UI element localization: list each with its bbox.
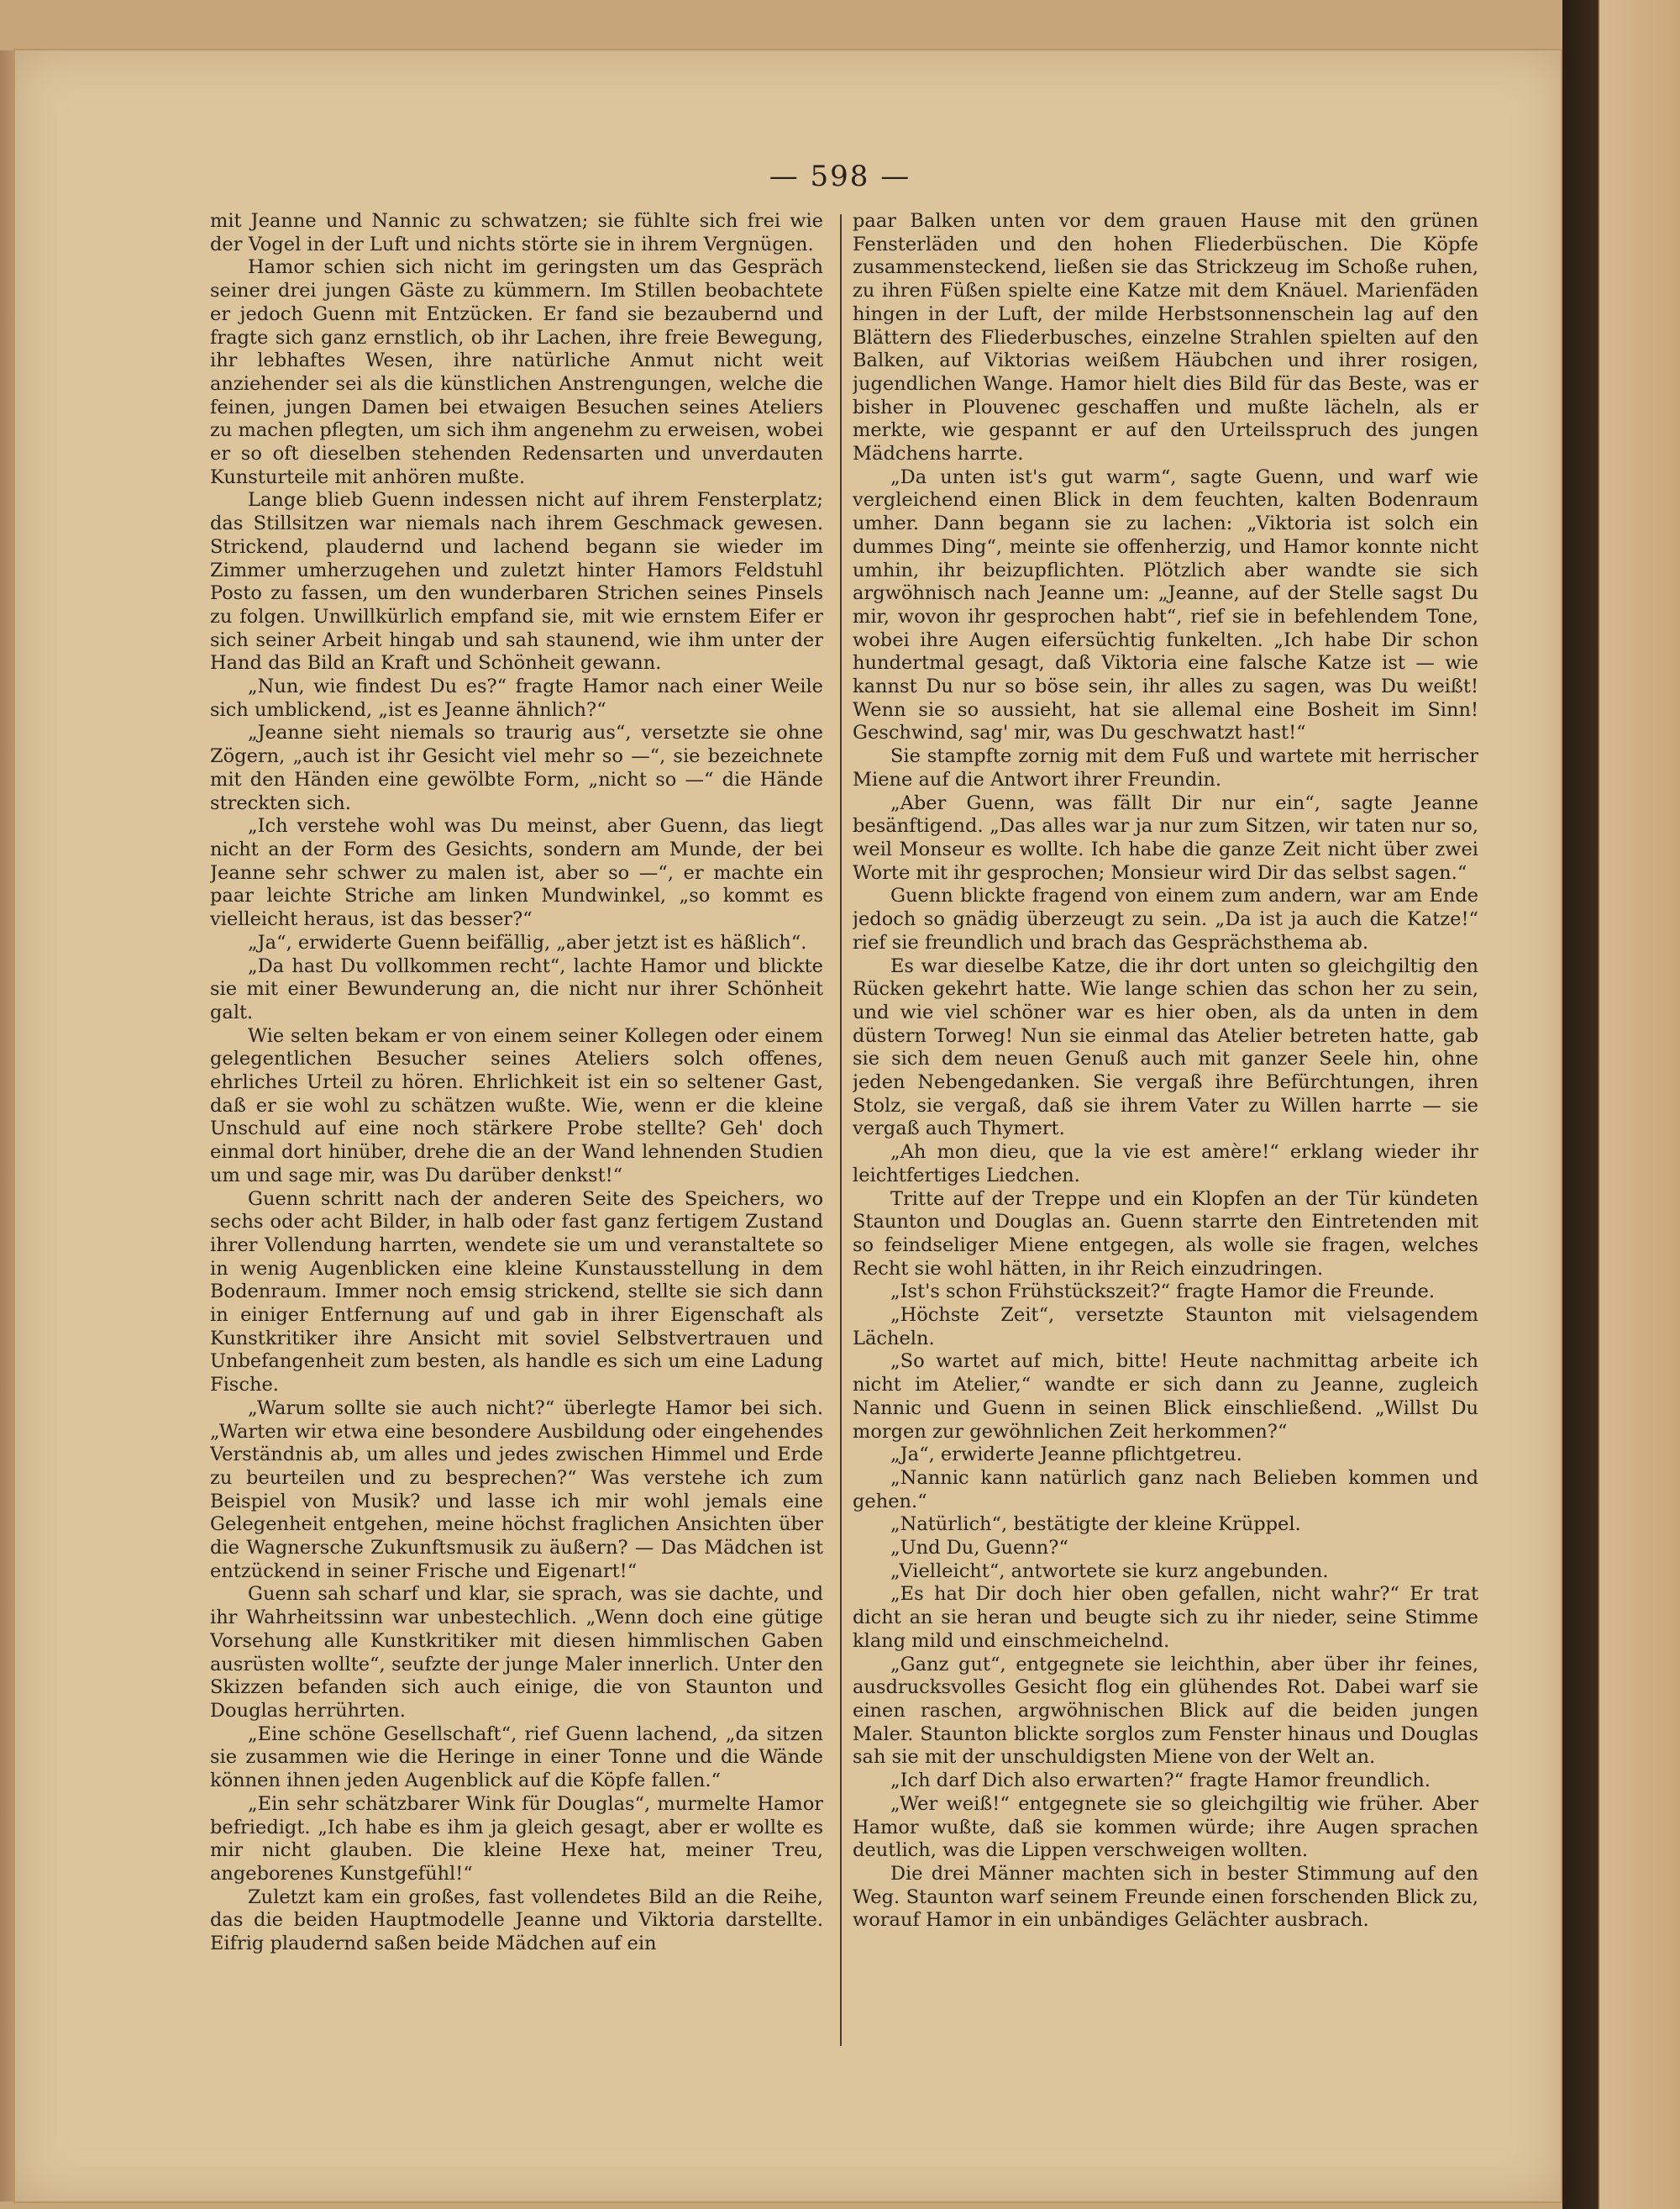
paragraph: „Ich darf Dich also erwarten?“ fragte Hamor freundlich. (890, 1770, 1431, 1792)
paragraph: „Ein sehr schätzbarer Wink für Douglas“, murmelte Hamor befriedigt. „Ich habe es ihm ja gleich gesagt, aber er wollte es mir nicht glauben. Die kleine Hexe hat, meiner Treu, angeborenes Kunstgefühl!“ (210, 1792, 823, 1885)
paragraph: Guenn schritt nach der anderen Seite des Speichers, wo sechs oder acht Bilder, in halb oder fast ganz fertigem Zustand ihrer Vollendung harrten, wendete sie um und veranstaltete so in wenig Augenblicken eine kleine Kunstausstellung in dem Bodenraum. Immer noch emsig strickend, stellte sie sich dann in einiger Entfernung auf und gab in ihrer Eigenschaft als Kunstkritiker ihre Ansicht mit soviel Selbstvertrauen und Unbefangenheit zum besten, als handle es sich um eine Ladung Fische. (210, 1187, 823, 1396)
paragraph: Sie stampfte zornig mit dem Fuß und wartete mit herrischer Miene auf die Antwort ihrer Freundin. (853, 745, 1478, 791)
paragraph: „Und Du, Guenn?“ (890, 1537, 1068, 1559)
paragraph: Wie selten bekam er von einem seiner Kollegen oder einem gelegentlichen Besucher seines Ateliers solch offenes, ehrliches Urteil zu hören. Ehrlichkeit ist ein so seltener Gast, daß er sie wohl zu schätzen wußte. Wie, wenn er die kleine Unschuld auf eine noch stärkere Probe stellte? Geh' doch einmal dort hinüber, drehe die an der Wand lehnenden Studien um und sage mir, was Du darüber denkst!“ (210, 1024, 823, 1186)
page-number: — 598 — (769, 160, 911, 193)
paragraph: „Ich verstehe wohl was Du meinst, aber Guenn, das liegt nicht an der Form des Gesichts, sondern am Munde, der bei Jeanne sehr schwer zu malen ist, aber so —“, er machte ein paar leichte Striche am linken Mundwinkel, „so kommt es vielleicht heraus, ist das besser?“ (210, 815, 823, 931)
paragraph: „Nannic kann natürlich ganz nach Belieben kommen und gehen.“ (853, 1466, 1478, 1512)
paragraph: Tritte auf der Treppe und ein Klopfen an der Tür kündeten Staunton und Douglas an. Guenn starrte den Eintretenden mit so feindseliger Miene entgegen, als wolle sie fragen, welches Recht sie wohl hätten, in ihr Reich einzudringen. (853, 1187, 1478, 1280)
paragraph: „Ja“, erwiderte Jeanne pflichtgetreu. (890, 1444, 1242, 1466)
paragraph: Zuletzt kam ein großes, fast vollendetes Bild an die Reihe, das die beiden Hauptmodelle Jeanne und Viktoria darstellte. Eifrig plaudernd saßen beide Mädchen auf ein (210, 1886, 823, 1955)
paragraph: „Höchste Zeit“, versetzte Staunton mit vielsagendem Lächeln. (853, 1304, 1478, 1349)
paragraph: Hamor schien sich nicht im geringsten um das Gespräch seiner drei jungen Gäste zu kümmern. Im Stillen beobachtete er jedoch Guenn mit Entzücken. Er fand sie bezaubernd und fragte sich ganz ernstlich, ob ihr Lachen, ihre freie Bewegung, ihr lebhaftes Wesen, ihre natürliche Anmut nicht weit anziehender sei als die künstlichen Anstrengungen, welche die feinen, jungen Damen bei etwaigen Besuchen seines Ateliers zu machen pflegten, um sich ihm angenehm zu erweisen, wobei er so oft dieselben stehenden Redensarten und unverdauten Kunsturteile mit anhören mußte. (210, 256, 823, 488)
paragraph: „Jeanne sieht niemals so traurig aus“, versetzte sie ohne Zögern, „auch ist ihr Gesicht viel mehr so —“, sie bezeichnete mit den Händen eine gewölbte Form, „nicht so —“ die Hände streckten sich. (210, 722, 823, 814)
book-binding (1562, 0, 1680, 2209)
paragraph: Guenn blickte fragend von einem zum andern, war am Ende jedoch so gnädig überzeugt zu sein. „Da ist ja auch die Katze!“ rief sie freundlich und brach das Gesprächsthema ab. (853, 885, 1478, 954)
paragraph: „Nun, wie findest Du es?“ fragte Hamor nach einer Weile sich umblickend, „ist es Jeanne ähnlich?“ (210, 676, 823, 721)
paragraph: „Aber Guenn, was fällt Dir nur ein“, sagte Jeanne besänftigend. „Das alles war ja nur zum Sitzen, wir taten nur so, weil Monseur es wollte. Ich habe die ganze Zeit nicht über zwei Worte mit ihr gesprochen; Monsieur wird Dir das selbst sagen.“ (853, 792, 1478, 884)
paragraph: „Warum sollte sie auch nicht?“ überlegte Hamor bei sich. „Warten wir etwa eine besondere Ausbildung oder eingehendes Verständnis ab, um alles und jedes zwischen Himmel und Erde zu beurteilen und zu besprechen?“ Was verstehe ich zum Beispiel von Musik? und lasse ich mir wohl jemals eine Gelegenheit entgehen, meine höchst fraglichen Ansichten über die Wagnersche Zukunftsmusik zu äußern? — Das Mädchen ist entzückend in seiner Frische und Eigenart!“ (210, 1396, 823, 1582)
right-column (853, 210, 1478, 2067)
paragraph: Es war dieselbe Katze, die ihr dort unten so gleichgiltig den Rücken gekehrt hatte. Wie lange schien das schon her zu sein, und wie viel schöner war es hier oben, als da unten in dem düstern Torweg! Nun sie einmal das Atelier betreten hatte, gab sie sich dem neuen Genuß auch mit ganzer Seele hin, ohne jeden Nebengedanken. Sie vergaß ihre Befürchtungen, ihren Stolz, sie vergaß, daß sie ihrem Vater zu Willen harrte — sie vergaß auch Thymert. (853, 955, 1478, 1140)
paragraph: „Ganz gut“, entgegnete sie leichthin, aber über ihr feines, ausdrucksvolles Gesicht flog ein glühendes Rot. Dabei warf sie einen raschen, argwöhnischen Blick auf die beiden jungen Maler. Staunton blickte sorglos zum Fenster hinaus und Douglas sah sie mit der unschuldigsten Miene von der Welt an. (853, 1653, 1478, 1769)
paragraph: „Eine schöne Gesellschaft“, rief Guenn lachend, „da sitzen sie zusammen wie die Heringe in einer Tonne und die Wände können ihnen jeden Augenblick auf die Köpfe fallen.“ (210, 1722, 823, 1792)
paragraph: „Ist's schon Frühstückszeit?“ fragte Hamor die Freunde. (890, 1281, 1436, 1303)
paragraph: mit Jeanne und Nannic zu schwatzen; sie fühlte sich frei wie der Vogel in der Luft und nichts störte sie in ihrem Vergnügen. (210, 210, 823, 255)
paragraph: „So wartet auf mich, bitte! Heute nachmittag arbeite ich nicht im Atelier,“ wandte er sich dann zu Jeanne, zugleich Nannic und Guenn in seinen Blick einschließend. „Willst Du morgen zur gewöhnlichen Zeit herkommen?“ (853, 1350, 1478, 1443)
paragraph: „Da hast Du vollkommen recht“, lachte Hamor und blickte sie mit einer Bewunderung an, die nicht nur ihrer Schönheit galt. (210, 955, 823, 1023)
paragraph: „Natürlich“, bestätigte der kleine Krüppel. (890, 1513, 1301, 1536)
paragraph: „Ah mon dieu, que la vie est amère!“ erklang wieder ihr leichtfertiges Liedchen. (853, 1141, 1478, 1186)
paragraph: Guenn sah scharf und klar, sie sprach, was sie dachte, und ihr Wahrheitssinn war unbestechlich. „Wenn doch eine gütige Vorsehung alle Kunstkritiker mit diesen himmlischen Gaben ausrüsten wollte“, seufzte der junge Maler innerlich. Unter den Skizzen befanden sich auch einige, die von Staunton und Douglas herrührten. (210, 1583, 823, 1722)
paragraph: „Ja“, erwiderte Guenn beifällig, „aber jetzt ist es häßlich“. (248, 931, 807, 954)
paragraph: „Vielleicht“, antwortete sie kurz angebunden. (890, 1559, 1329, 1582)
paragraph: paar Balken unten vor dem grauen Hause mit den grünen Fensterläden und den hohen Fliederbüschen. Die Köpfe zusammensteckend, ließen sie das Strickzeug im Schoße ruhen, zu ihren Füßen spielte eine Katze mit dem Knäuel. Marienfäden hingen in der Luft, der milde Herbstsonnenschein lag auf den Blättern des Fliederbusches, einzelne Strahlen spielten auf den Balken, auf Viktorias weißem Häubchen und ihrer rosigen, jugendlichen Wange. Hamor hielt dies Bild für das Beste, was er bisher in Plouvenec geschaffen und mußte lächeln, als er merkte, wie gespannt er auf den Urteilsspruch des jungen Mädchens harrte. (853, 210, 1478, 465)
left-column (210, 210, 823, 2067)
paragraph: Lange blieb Guenn indessen nicht auf ihrem Fensterplatz; das Stillsitzen war niemals nach ihrem Geschmack gewesen. Strickend, plaudernd und lachend begann sie wieder im Zimmer umherzugehen und zuletzt hinter Hamors Feldstuhl Posto zu fassen, um den wunderbaren Strichen seines Pinsels zu folgen. Unwillkürlich empfand sie, mit wie ernstem Eifer er sich seiner Arbeit hingab und sah staunend, wie ihm unter der Hand das Bild an Kraft und Schönheit gewann. (210, 489, 823, 675)
paragraph: „Es hat Dir doch hier oben gefallen, nicht wahr?“ Er trat dicht an sie heran und beugte sich zu ihr nieder, seine Stimme klang mild und einschmeichelnd. (853, 1583, 1478, 1652)
paragraph: Die drei Männer machten sich in bester Stimmung auf den Weg. Staunton warf seinem Freunde einen forschenden Blick zu, worauf Hamor in ein unbändiges Gelächter ausbrach. (853, 1862, 1478, 1932)
paragraph: „Da unten ist's gut warm“, sagte Guenn, und warf wie vergleichend einen Blick in dem feuchten, kalten Bodenraum umher. Dann begann sie zu lachen: „Viktoria ist solch ein dummes Ding“, meinte sie offenherzig, und Hamor konnte nicht umhin, ihr beizupflichten. Plötzlich aber wandte sie sich argwöhnisch nach Jeanne um: „Jeanne, auf der Stelle sagst Du mir, wovon ihr gesprochen habt“, rief sie in befehlendem Tone, wobei ihre Augen eifersüchtig funkelten. „Ich habe Dir schon hundertmal gesagt, daß Viktoria eine falsche Katze ist — wie kannst Du nur so böse sein, ihr alles zu sagen, was Du weißt! Wenn sie so aussieht, hat sie allemal eine Bosheit im Sinn! Geschwind, sag' mir, was Du geschwatzt hast!“ (853, 465, 1478, 744)
paragraph: „Wer weiß!“ entgegnete sie so gleichgiltig wie früher. Aber Hamor wußte, daß sie kommen würde; ihre Augen sprachen deutlich, was die Lippen verschweigen wollten. (853, 1792, 1478, 1862)
column-divider (840, 214, 842, 2046)
